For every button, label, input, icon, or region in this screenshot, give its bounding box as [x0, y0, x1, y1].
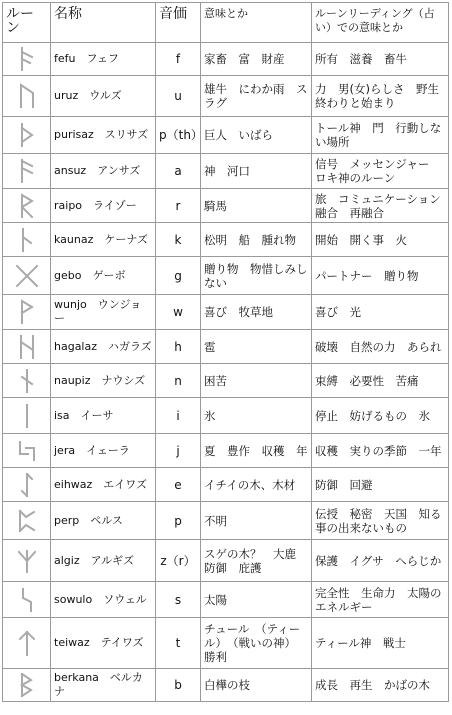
rune-meaning: 巨人 いばら	[201, 117, 312, 154]
rune-cell	[3, 502, 51, 540]
rune-name: uruz ウルズ	[51, 76, 156, 117]
rune-meaning: 家畜 富 財産	[201, 43, 312, 76]
rune-sound: h	[156, 330, 201, 364]
wunjo-rune-icon	[12, 297, 42, 327]
rune-sound: f	[156, 43, 201, 76]
rune-reading: 喜び 光	[312, 295, 449, 330]
rune-sound: t	[156, 618, 201, 669]
rune-sound: e	[156, 468, 201, 502]
table-row	[3, 364, 449, 398]
rune-cell	[3, 398, 51, 434]
table-row	[3, 330, 449, 364]
rune-reading: 保護 イグサ へらじか	[312, 540, 449, 582]
rune-name: purisaz スリサズ	[51, 117, 156, 154]
naudiz-rune-icon	[12, 366, 42, 396]
table-row	[3, 468, 449, 502]
rune-name: hagalaz ハガラズ	[51, 330, 156, 364]
rune-cell	[3, 434, 51, 468]
sowulo-rune-icon	[12, 585, 42, 615]
rune-reading: ティール神 戦士	[312, 618, 449, 669]
rune-cell	[3, 330, 51, 364]
rune-cell	[3, 257, 51, 295]
table-row	[3, 223, 449, 257]
rune-cell	[3, 43, 51, 76]
rune-cell	[3, 189, 51, 223]
table-body	[3, 43, 452, 702]
rune-reading: 開始 開く事 火	[312, 223, 449, 257]
rune-table	[2, 2, 452, 702]
algiz-rune-icon	[12, 546, 42, 576]
rune-name: perp ペルス	[51, 502, 156, 540]
rune-cell	[3, 540, 51, 582]
rune-meaning: 騎馬	[201, 189, 312, 223]
table-row	[3, 43, 449, 76]
rune-name: teiwaz テイワズ	[51, 618, 156, 669]
rune-cell	[3, 117, 51, 154]
rune-name: raipo ライゾー	[51, 189, 156, 223]
table-row	[3, 295, 449, 330]
rune-sound: r	[156, 189, 201, 223]
rune-sound: p	[156, 502, 201, 540]
rune-name: berkana ベルカナ	[51, 669, 156, 702]
rune-cell	[3, 364, 51, 398]
rune-sound: p（th）	[156, 117, 201, 154]
header-meaning: 意味とか	[201, 3, 312, 43]
header-reading: ルーンリーディング（占い）での意味とか	[312, 3, 449, 43]
rune-sound: s	[156, 582, 201, 618]
rune-name: gebo ゲーボ	[51, 257, 156, 295]
rune-name: isa イーサ	[51, 398, 156, 434]
rune-meaning: 雹	[201, 330, 312, 364]
table-row	[3, 154, 449, 189]
rune-cell	[3, 582, 51, 618]
header-row	[3, 3, 449, 43]
rune-cell	[3, 76, 51, 117]
rune-reading: 成長 再生 かばの木	[312, 669, 449, 702]
rune-sound: a	[156, 154, 201, 189]
rune-name: naupiz ナウシズ	[51, 364, 156, 398]
rune-reading: 収穫 実りの季節 一年	[312, 434, 449, 468]
table-row	[3, 540, 449, 582]
rune-name: ansuz アンサズ	[51, 154, 156, 189]
rune-meaning: 松明 船 腫れ物	[201, 223, 312, 257]
rune-sound: k	[156, 223, 201, 257]
rune-reading: 旅 コミュニケーション 融合 再融合	[312, 189, 449, 223]
rune-meaning: スゲの木？ 大鹿 防御 庇護	[201, 540, 312, 582]
tiwaz-rune-icon	[12, 628, 42, 658]
rune-reading: トール神 門 行動しない場所	[312, 117, 449, 154]
thurisaz-rune-icon	[12, 120, 42, 150]
jera-rune-icon	[12, 436, 42, 466]
raido-rune-icon	[12, 191, 42, 221]
header-name: 名称	[51, 3, 156, 43]
rune-cell	[3, 295, 51, 330]
rune-meaning: 白樺の枝	[201, 669, 312, 702]
rune-reading: 防御 回避	[312, 468, 449, 502]
rune-sound: w	[156, 295, 201, 330]
rune-meaning: 神 河口	[201, 154, 312, 189]
rune-meaning: 困苦	[201, 364, 312, 398]
rune-name: kaunaz ケーナズ	[51, 223, 156, 257]
rune-meaning: イチイの木、木材	[201, 468, 312, 502]
rune-name: sowulo ソウェル	[51, 582, 156, 618]
rune-meaning: 雄牛 にわか雨 スラグ	[201, 76, 312, 117]
rune-reading: パートナー 贈り物	[312, 257, 449, 295]
perthro-rune-icon	[12, 506, 42, 536]
table-row	[3, 669, 449, 702]
rune-reading: 完全性 生命力 太陽のエネルギー	[312, 582, 449, 618]
isa-rune-icon	[12, 401, 42, 431]
table-row	[3, 618, 449, 669]
rune-sound: n	[156, 364, 201, 398]
rune-sound: j	[156, 434, 201, 468]
header-sound: 音価	[156, 3, 201, 43]
table-row	[3, 257, 449, 295]
rune-meaning: 不明	[201, 502, 312, 540]
rune-sound: g	[156, 257, 201, 295]
rune-sound: b	[156, 669, 201, 702]
table-row	[3, 189, 449, 223]
rune-cell	[3, 669, 51, 702]
rune-reading: 所有 滋養 畜牛	[312, 43, 449, 76]
rune-reading: 破壊 自然の力 あられ	[312, 330, 449, 364]
table-row	[3, 502, 449, 540]
rune-reading: 力 男(女)らしさ 野生 終わりと始まり	[312, 76, 449, 117]
rune-meaning: 太陽	[201, 582, 312, 618]
uruz-rune-icon	[12, 81, 42, 111]
rune-sound: z（r）	[156, 540, 201, 582]
rune-name: wunjo ウンジョー	[51, 295, 156, 330]
header-rune: ルーン	[3, 3, 51, 43]
fehu-rune-icon	[12, 44, 42, 74]
hagalaz-rune-icon	[12, 332, 42, 362]
rune-cell	[3, 468, 51, 502]
rune-name: eihwaz エイワズ	[51, 468, 156, 502]
rune-meaning: チュール （ティール） （戦いの神） 勝利	[201, 618, 312, 669]
ansuz-rune-icon	[12, 156, 42, 186]
rune-sound: u	[156, 76, 201, 117]
table-row	[3, 76, 449, 117]
table-row	[3, 434, 449, 468]
rune-reading: 停止 妨げるもの 氷	[312, 398, 449, 434]
table-row	[3, 398, 449, 434]
rune-reading: 伝授 秘密 天国 知る事の出来ないもの	[312, 502, 449, 540]
rune-cell	[3, 223, 51, 257]
rune-meaning: 喜び 牧草地	[201, 295, 312, 330]
rune-meaning: 氷	[201, 398, 312, 434]
rune-name: fefu フェフ	[51, 43, 156, 76]
rune-meaning: 夏 豊作 収穫 年	[201, 434, 312, 468]
gebo-rune-icon	[12, 261, 42, 291]
rune-meaning: 贈り物 物惜しみしない	[201, 257, 312, 295]
rune-name: algiz アルギズ	[51, 540, 156, 582]
rune-cell	[3, 154, 51, 189]
rune-name: jera イェーラ	[51, 434, 156, 468]
kaunaz-rune-icon	[12, 225, 42, 255]
eihwaz-rune-icon	[12, 470, 42, 500]
berkana-rune-icon	[12, 670, 42, 700]
table-row	[3, 582, 449, 618]
table-row	[3, 117, 449, 154]
rune-cell	[3, 618, 51, 669]
rune-reading: 束縛 必要性 苦痛	[312, 364, 449, 398]
rune-sound: i	[156, 398, 201, 434]
rune-reading: 信号 メッセンジャー ロキ神のルーン	[312, 154, 449, 189]
